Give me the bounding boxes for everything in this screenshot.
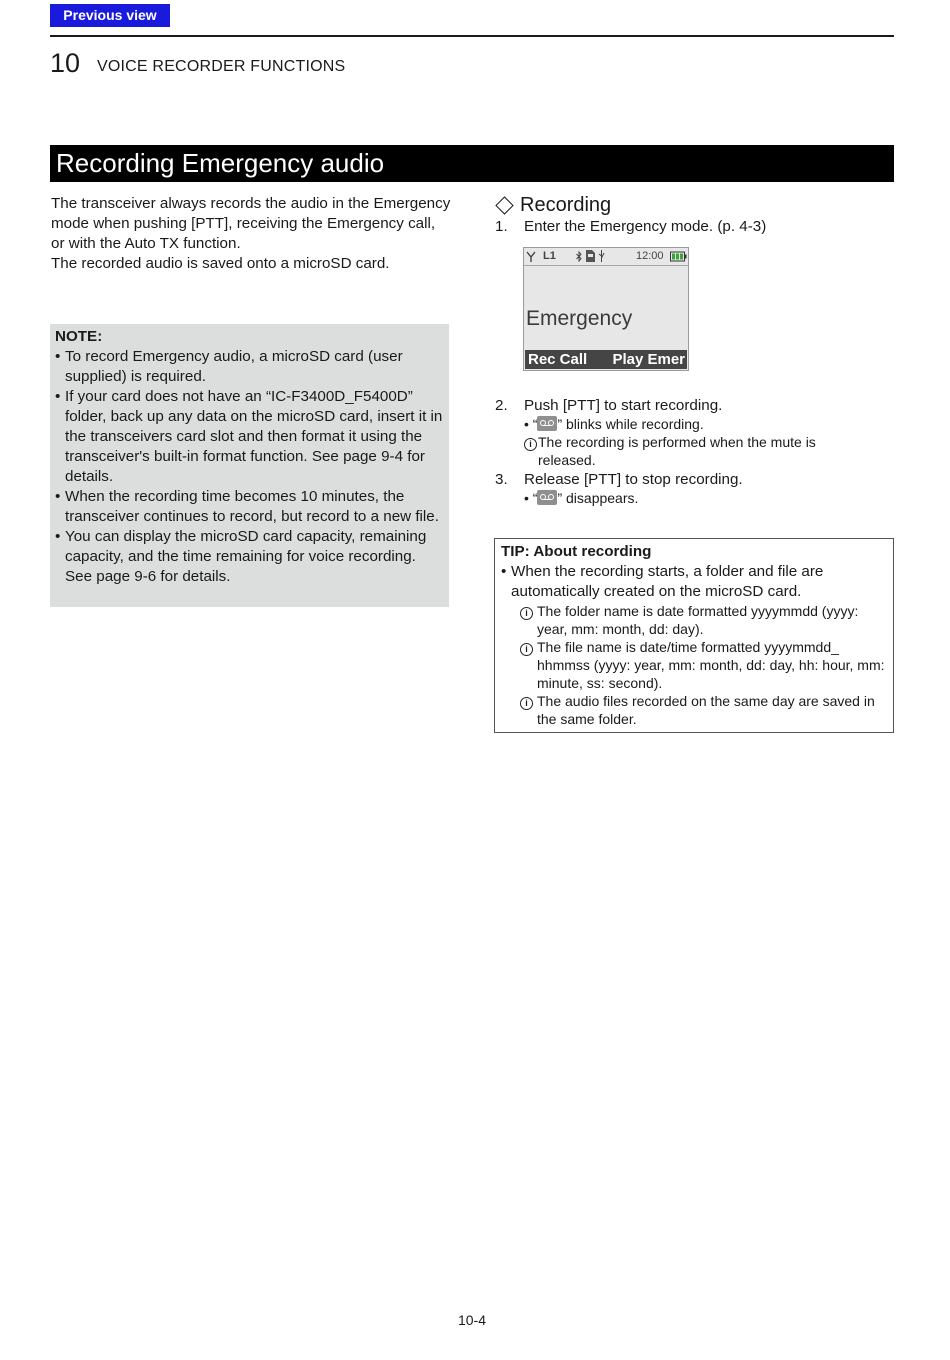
bluetooth-icon: [576, 251, 582, 262]
tip-info-item: i The file name is date/time formatted yyyymmdd_ hhmmss (yyyy: year, mm: month, dd: day, hh: hour, mm: minute, ss: second).: [501, 638, 887, 692]
note-item: • If your card does not have an “IC-F3400D_F5400D” folder, back up any data on the microSD card, insert it in the transceivers card slot and then format it using the transceiver's built-in format function. See page 9-4 for details.: [55, 388, 443, 485]
intro-paragraph: The recorded audio is saved onto a microSD card.: [51, 255, 390, 272]
note-box: [50, 324, 449, 607]
recording-tape-icon: [537, 490, 557, 505]
previous-view-button[interactable]: Previous view: [50, 4, 170, 27]
info-icon: i: [520, 607, 533, 620]
tip-bullet: • When the recording starts, a folder and file are automatically created on the microSD card.: [501, 563, 824, 600]
sd-card-icon: [586, 250, 595, 262]
note-item: • You can display the microSD card capacity, remaining capacity, and the time remaining for voice recording. See page 9-6 for details.: [55, 528, 427, 585]
tip-info-item: i The folder name is date formatted yyyymmdd (yyyy: year, mm: month, dd: day).: [501, 602, 887, 638]
recording-tape-icon: [537, 416, 557, 431]
section-title: Recording Emergency audio: [56, 148, 385, 178]
step-3: 3. Release [PTT] to stop recording.: [495, 471, 743, 488]
step-1: 1. Enter the Emergency mode. (p. 4-3): [495, 218, 767, 235]
display-time: 12:00: [636, 250, 664, 262]
radio-display-screenshot: [523, 247, 689, 371]
tip-info-item: i The audio files recorded on the same day are saved in the same folder.: [501, 692, 887, 728]
softkey-left-label: Rec Call: [528, 351, 588, 368]
display-status-bar: [524, 248, 688, 266]
note-title: NOTE:: [55, 328, 103, 345]
softkey-right-label: Play Emer: [612, 351, 685, 368]
antenna-icon: [526, 251, 536, 262]
step-2-note-blink: • “ ” blinks while recording.: [524, 416, 704, 432]
info-icon: i: [520, 697, 533, 710]
recording-heading-text: Recording: [520, 194, 612, 216]
info-icon: i: [520, 643, 533, 656]
note-item: • When the recording time becomes 10 minutes, the transceiver continues to record, but record to a new file.: [55, 488, 439, 525]
info-icon: i: [524, 438, 537, 451]
chapter-number: 10: [50, 48, 81, 78]
recording-heading: [495, 192, 611, 218]
intro-text: [51, 194, 451, 274]
step-2-info: i The recording is performed when the mute is released.: [524, 433, 854, 469]
display-main-text: Emergency: [526, 307, 633, 330]
header-rule: [50, 35, 894, 37]
step-3-note: • “ ” disappears.: [524, 490, 639, 506]
intro-paragraph: The transceiver always records the audio in the Emergency mode when pushing [PTT], receiving the Emergency call, or with the Auto TX function.: [51, 195, 451, 252]
usb-icon: [598, 250, 605, 262]
page-number: 10-4: [457, 1312, 487, 1328]
display-softkeys: [525, 350, 687, 369]
step-2: 2. Push [PTT] to start recording.: [495, 397, 723, 414]
diamond-icon: [495, 196, 513, 214]
tip-box: [494, 538, 894, 733]
chapter-title: VOICE RECORDER FUNCTIONS: [97, 58, 346, 75]
tip-title: TIP: About recording: [501, 543, 652, 560]
display-channel: L1: [543, 250, 556, 262]
note-item: • To record Emergency audio, a microSD card (user supplied) is required.: [55, 348, 403, 385]
battery-icon: [669, 251, 687, 262]
